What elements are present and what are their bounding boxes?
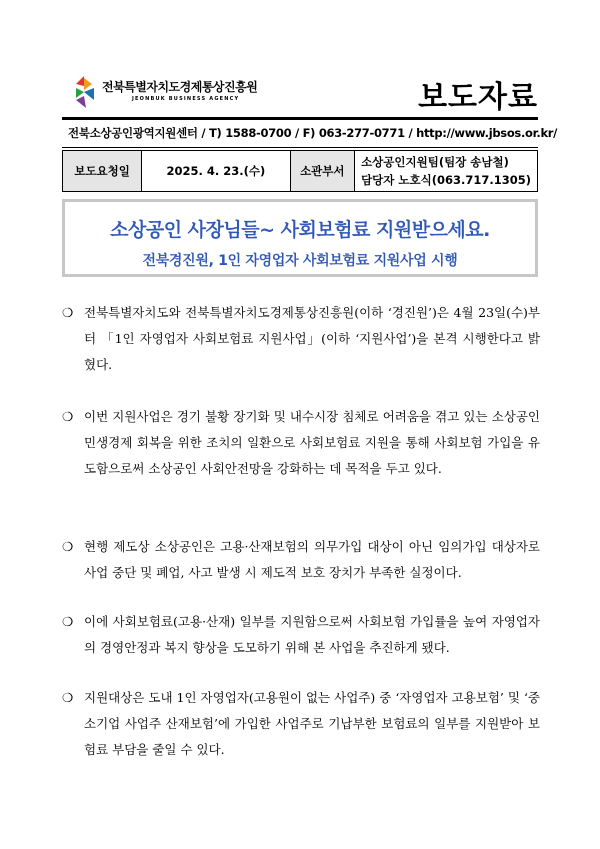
bullet-icon: ❍ [62, 409, 74, 424]
org-name: 전북특별자치도경제통상진흥원 [102, 80, 258, 94]
body-paragraph-3: ❍ 현행 제도상 소상공인은 고용·산재보험의 의무가입 대상이 아닌 임의가입 대상자로 사업 중단 및 폐업, 사고 발생 시 제도적 보호 장치가 부족한 실정이다. [62, 534, 540, 586]
headline-main: 소상공인 사장님들~ 사회보험료 지원받으세요. [110, 219, 490, 241]
contact-line: 전북소상공인광역지원센터 / T) 1588-0700 / F) 063-277-0771 / http://www.jbsos.or.kr/ [68, 126, 558, 140]
department-team: 소상공인지원팀(팀장 송남철) [361, 155, 509, 169]
department-label: 소관부서 [290, 151, 355, 192]
request-date-value: 2025. 4. 23.(수) [142, 151, 290, 192]
org-logo [74, 74, 264, 112]
body-paragraph-5: ❍ 지원대상은 도내 1인 자영업자(고용원이 없는 사업주) 중 ‘자영업자 고용보험’ 및 ‘중소기업 사업주 산재보험’에 가입한 사업주로 기납부한 보험료의 일부를 지원받아 보험료 부담을 줄일 수 있다. [62, 685, 540, 763]
bullet-icon: ❍ [62, 614, 74, 629]
body-paragraph-4: ❍ 이에 사회보험료(고용·산재) 일부를 지원함으로써 사회보험 가입률을 높여 자영업자의 경영안정과 복지 향상을 도모하기 위해 본 사업을 추진하게 됐다. [62, 609, 540, 661]
bullet-icon: ❍ [62, 690, 74, 705]
headline-box [62, 199, 538, 277]
body-paragraph-2: ❍ 이번 지원사업은 경기 불황 장기화 및 내수시장 침체로 어려움을 겪고 있는 소상공인 민생경제 회복을 위한 조치의 일환으로 사회보험료 지원을 통해 사회보험 가입을 유도함으로써 소상공인 사회안전망을 강화하는 데 목적을 두고 있다. [62, 404, 540, 482]
contact-rule [62, 147, 538, 148]
org-logo-mark-icon [74, 74, 96, 110]
bullet-icon: ❍ [62, 305, 74, 320]
org-name-english: JEONBUK BUSINESS AGENCY [132, 96, 240, 102]
body-paragraph-1: ❍ 전북특별자치도와 전북특별자치도경제통상진흥원(이하 ‘경진원’)은 4월 23일(수)부터 「1인 자영업자 사회보험료 지원사업」(이하 ‘지원사업’)을 본격 시행한다고 밝혔다. [62, 300, 540, 378]
department-contact: 담당자 노호식(063.717.1305) [361, 173, 531, 187]
request-date-label: 보도요청일 [63, 151, 142, 192]
department-value [355, 151, 538, 192]
document-type-title: 보도자료 [418, 80, 538, 115]
meta-table [62, 150, 538, 192]
headline-sub: 전북경진원, 1인 자영업자 사회보험료 지원사업 시행 [142, 253, 458, 269]
bullet-icon: ❍ [62, 539, 74, 554]
